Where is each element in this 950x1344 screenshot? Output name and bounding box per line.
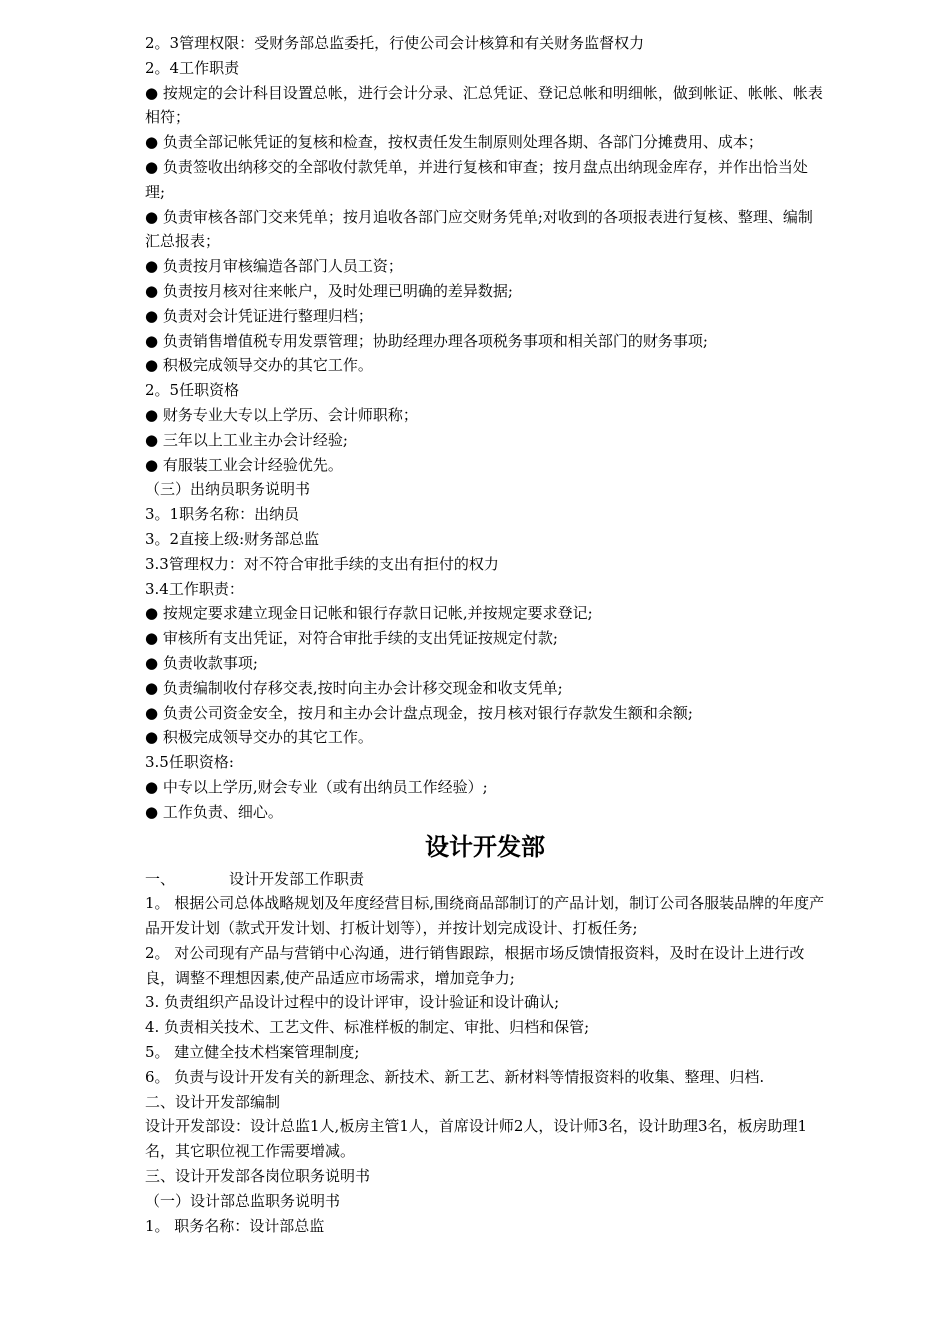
bullet-item: ● 有服装工业会计经验优先。 — [145, 453, 825, 478]
paragraph: 3。1职务名称：出纳员 — [145, 505, 300, 524]
bullet-item: ● 按规定要求建立现金日记帐和银行存款日记帐,并按规定要求登记; — [145, 601, 825, 626]
paragraph: 2。3管理权限：受财务部总监委托，行使公司会计核算和有关财务监督权力 — [145, 34, 645, 52]
finance-section — [145, 31, 825, 825]
paragraph: 3。2直接上级:财务部总监 — [145, 529, 320, 548]
bullet-item: ● 中专以上学历,财会专业（或有出纳员工作经验）; — [145, 775, 825, 800]
bullet-item: ● 负责审核各部门交来凭单；按月追收各部门应交财务凭单;对收到的各项报表进行复核、整理、编制汇总报表； — [145, 205, 825, 255]
bullet-item: ● 负责编制收付存移交表,按时向主办会计移交现金和收支凭单; — [145, 676, 825, 701]
paragraph: 2。 对公司现有产品与营销中心沟通，进行销售跟踪，根据市场反馈情报资料，及时在设计上进行改良，调整不理想因素,使产品适应市场需求，增加竞争力; — [145, 943, 805, 987]
bullet-item: ● 按规定的会计科目设置总帐，进行会计分录、汇总凭证、登记总帐和明细帐，做到帐证、帐帐、帐表相符； — [145, 81, 825, 131]
document-page — [145, 31, 825, 1238]
bullet-item: ● 积极完成领导交办的其它工作。 — [145, 353, 825, 378]
paragraph: 3. 负责组织产品设计过程中的设计评审，设计验证和设计确认; — [145, 993, 560, 1012]
paragraph: 3.5任职资格: — [145, 753, 234, 772]
paragraph: 1。 根据公司总体战略规划及年度经营目标,围绕商品部制订的产品计划，制订公司各服装品牌的年度产品开发计划（款式开发计划、打板计划等），并按计划完成设计、打板任务; — [145, 894, 825, 938]
paragraph: 2。5任职资格 — [145, 381, 240, 400]
paragraph: （三）出纳员职务说明书 — [145, 480, 311, 499]
paragraph: 3.3管理权力：对不符合审批手续的支出有拒付的权力 — [145, 554, 499, 573]
paragraph: （一）设计部总监职务说明书 — [145, 1191, 341, 1210]
paragraph: 5。 建立健全技术档案管理制度; — [145, 1043, 360, 1062]
page-title: 设计开发部 — [425, 832, 545, 861]
design-section — [145, 891, 825, 1238]
section-number: 一、 — [145, 869, 176, 888]
bullet-item: ● 审核所有支出凭证，对符合审批手续的支出凭证按规定付款; — [145, 626, 825, 651]
bullet-item: ● 工作负责、细心。 — [145, 800, 825, 825]
paragraph: 设计开发部设：设计总监1人,板房主管1人，首席设计师2人，设计师3名，设计助理3名，板房助理1名，其它职位视工作需要增减。 — [145, 1117, 808, 1161]
bullet-item: ● 三年以上工业主办会计经验; — [145, 428, 825, 453]
section-heading — [145, 867, 825, 892]
bullet-item: ● 负责按月审核编造各部门人员工资； — [145, 254, 825, 279]
paragraph: 二、设计开发部编制 — [145, 1092, 281, 1111]
section-title: 设计开发部工作职责 — [229, 869, 365, 888]
bullet-item: ● 财务专业大专以上学历、会计师职称； — [145, 403, 825, 428]
bullet-item: ● 负责对会计凭证进行整理归档； — [145, 304, 825, 329]
bullet-item: ● 积极完成领导交办的其它工作。 — [145, 725, 825, 750]
bullet-item: ● 负责销售增值税专用发票管理；协助经理办理各项税务事项和相关部门的财务事项; — [145, 329, 825, 354]
bullet-item: ● 负责签收出纳移交的全部收付款凭单，并进行复核和审查；按月盘点出纳现金库存，并作出恰当处理; — [145, 155, 825, 205]
paragraph: 1。 职务名称：设计部总监 — [145, 1216, 325, 1235]
bullet-item: ● 负责收款事项; — [145, 651, 825, 676]
bullet-item: ● 负责公司资金安全，按月和主办会计盘点现金，按月核对银行存款发生额和余额; — [145, 701, 825, 726]
paragraph: 6。 负责与设计开发有关的新理念、新技术、新工艺、新材料等情报资料的收集、整理、归档. — [145, 1067, 765, 1086]
paragraph: 4. 负责相关技术、工艺文件、标准样板的制定、审批、归档和保管; — [145, 1018, 590, 1037]
paragraph: 3.4工作职责： — [145, 579, 244, 598]
bullet-item: ● 负责按月核对往来帐户，及时处理已明确的差异数据; — [145, 279, 825, 304]
paragraph: 2。4工作职责 — [145, 58, 240, 77]
bullet-item: ● 负责全部记帐凭证的复核和检查，按权责任发生制原则处理各期、各部门分摊费用、成本； — [145, 130, 825, 155]
paragraph: 三、设计开发部各岗位职务说明书 — [145, 1167, 371, 1186]
